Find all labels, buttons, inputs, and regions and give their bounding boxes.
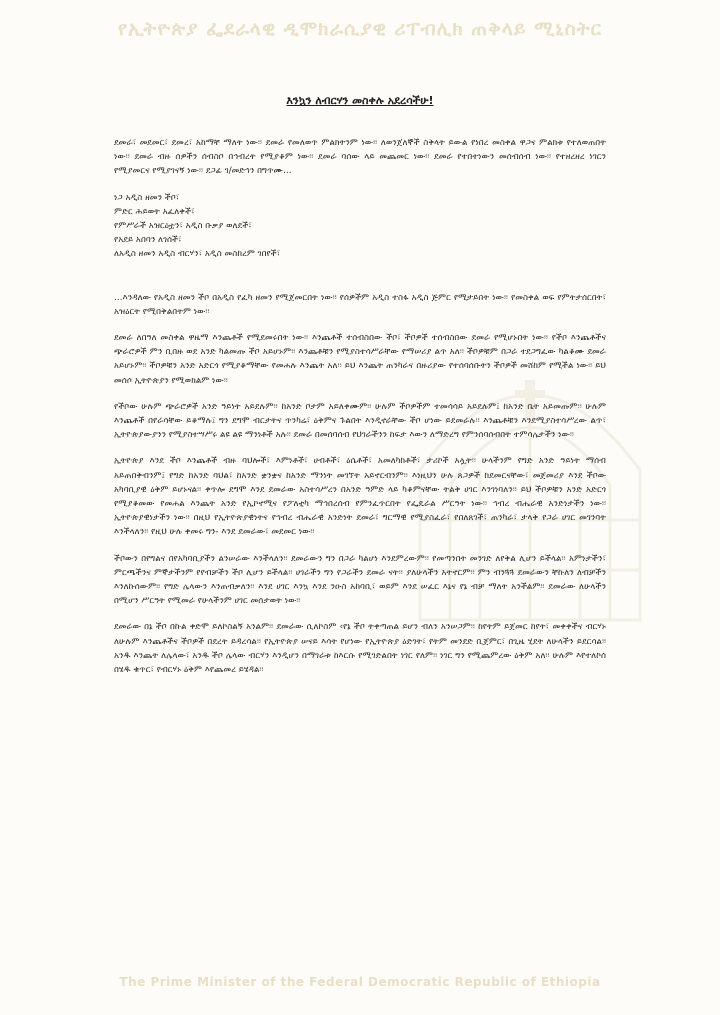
document-body (114, 82, 606, 689)
poem-line: ለአዲስ ዘመን አዲስ ብርሃን፣ አዲስ መስከረም ገበየች፣ (114, 248, 281, 259)
paragraph: …እንዳለው የአዲስ ዘመን ችቦ በአዲስ የፈካ ዘመን የሚጀመርበት ነው፡፡ የሰዎችም አዲስ ተስፋ አዲስ ጅምር የሚታይበት ነው፡፡ የመስቀል ወፍ የምትታሰርበት፣ አዝዕርት የሚበቅልበትም ነው፡፡ (114, 292, 606, 317)
poem-line: የምሥራች አዝርዕቷን፣ አዲስ ቡቃያ ወለደች፣ (114, 220, 252, 231)
paragraph-intro: ደመራ፣ መደመር፣ ደመረ፣ አከማቸ ማለት ነው፡፡ ደመራ የመለወጥ ምልክትንም ነው፡፡ ለወንጀለኞች ስቅላት ይውል የነበረ መስቀል ዋጋና ምልክቱ የተለወጠበት ነው፡፡ ደመራ ብዙ ሰዎችን ሰብስቦ በኅብረት የሚያቆም ነው፡፡ ደመራ ባሰው ላይ መጨመር ነው፡፡ ደመራ የተበተነውን መሰብሰብ ነው፡፡ የተዘረዘረ ነገርን የሚያመርና የሚያገናኝ ነው፡፡ ደጋፊ ገ/መድኅን በግጥሙ… (114, 138, 606, 177)
paragraph: ደመራ ለበዓለ መስቀል ዋዜማ እንጨቶች የሚደመሩበት ነው፡፡ እንጨቶች ተሰብስበው ችቦ፣ ችቦዎች ተሰብስበው ደመራ የሚሆኑበት ነው፡፡ የችቦ እንጨቶችና ጭራሮዎች ምን ቢበዙ ወደ አንድ ካልመጡ ችቦ አይሆኑም፡፡ እንጨቶቹን የሚያስተሳሥራቸው የማሠሪያ ልጥ አለ፡፡ ችቦዎቹም በጋራ ተደጋግፈው ካልቆሙ ደመራ አይሆኑም፡፡ ችቦዎቹን አንድ አድርጎ የሚያቆማቸው የመሐሉ እንጨት አለ፡፡ ይህ እንጨት ጠንካራና በዙሪያው የተሰባሰቡትን ችቦዎች መሸከም የሚችል ነው፡፡ ይህ መሰሶ ኢትዮጵያን የሚወክልም ነው፡፡ (114, 333, 606, 386)
paragraph: ችቦውን በየግልና በየአካባቢያችን ልንሠራው እንችላለን፡፡ ደመራውን ግን በጋራ ካልሆነ እንደምረውም፡፡ የመጣንበት መንገድ ለየቅል ሊሆን ይችላል፡፡ አምነታችን፣ ምርጫችንና ምኞታችንም የየብቻችን ችቦ ሊሆን ይችላል፡፡ ሀገራችን ግን የጋራችን ደመራ ናት፡፡ ያለሁላችን አትኖርም፡፡ ምን ብንጓጓ ደመራውን ቸኩለን ለብቻችን እንለኩሰውም፡፡ የግድ ሌላውን እንጠብቃለን፡፡ እንደ ሀገር እንኳ እንደ ንዑስ አከባቢ፣ ወይም እንደ ሠፈር እኔና የኔ ብቻ ማለት አንችልም፡፡ ደመራው ለሁላችን በሚሆን ሥርዓት የሚመራ የሁላችንም ሀገር መሰታወት ነው፡፡ (114, 553, 606, 607)
letterhead-top-title: የኢትዮጵያ ፌደራላዊ ዲሞክራሲያዊ ሪፐብሊክ ጠቅላይ ሚኒስትር (117, 18, 603, 40)
paragraph: ኢትዮጵያ እንደ ችቦ እንጨቶች ብዙ ባህሎች፣ እምነቶች፣ ሀብቶች፣ ዕሴቶች፣ አመለካከቶች፣ ታሪኮች አሏት፡፡ ሁላችንም የግድ አንድ ዓይነት ማሰብ አይጠበቅብንም፤ የግድ ከአንድ ባህል፣ ከአንድ ቋንቋና ከአንድ ማንነት መገኘት አይኖርብንም፡፡ እነዚህን ሁሉ ጸጋዎች ከደመርናቸው፣ መጀመሪያ እንደ ችቦው አካባቢያዊ ዕቅም ይሆኑናል፡፡ ቀጥሎ ደግሞ እንደ ደመራው አስተሳሥረን በአንድ ዓምድ ላይ ካቆምናቸው ትልቅ ሀገር እንገነባለን፡፡ ይህ ችቦዎቹን አንድ አድርጎ የሚያቆመው የመሐል እንጨት አንድ የኢኮኖሚና የፖለቲካ ማኅበረሰብ የምንፈጥርበት የፌዴራል ሥርዓት ነው፡፡ ኅብረ ብሔራዊ አንድነታችን ነው፡፡ ኢትዮጵያዊነታችን ነው፡፡ በዚህ የኢትዮጵያዊነትና የኅብረ ብሔራዊ አንድነት ደመራ፣ ግርማዊ የሚያስፈራ፣ የበለጸገች፣ ጠንካራ፣ ታላቅ የጋራ ሀገር መገንባት እንችላለን፡፡ የዚህ ሁሉ ቀመሩ ግን- እንደ ደመራው፣ መደመር ነው፡፡ (114, 456, 606, 538)
poem-line: የአደይ አበባን ለገሰች፣ (114, 234, 182, 245)
poem-line: ምድር ሕይወት አፈለቀች፣ (114, 206, 195, 217)
letterhead-bottom-title: The Prime Minister of the Federal Democratic Republic of Ethiopia (119, 975, 601, 989)
poem-block (114, 191, 606, 261)
paragraph: የችቦው ሁሉም ጭራሮዎች አንድ ዓይነት አይደሉም፡፡ ከአንድ ቦታም አይለቀሙም፡፡ ሁሉም ችቦዎችም ተመሳሳይ አይደሉም፤ ከአንድ ቤት አይመጡም፡፡ ሁሉም እንጨቶች በየራሳቸው ይቆማሉ፤ ግን ደግሞ ብርታትና ጥንካሬ፣ ዕቅምና ጉልበት እንዲኖራቸው ችቦ ሆነው ይደመራሉ፡፡ እንጨቶቹን እንደሚያስተሳሥረው ልጥ፣ ኢትዮጵያውያንን የሚያስተሣሥሩ ልዩ ልዩ ማንነቶች አሉ፡፡ ደመራ በመሰባሰብ የህገራችንን ከፍታ እውን ለማድረግ የምንሰባሰብበት ተምሳሌታችን ነው፡፡ (114, 401, 606, 441)
poem-line: ነጋ አዲስ ዘመን ችቦ፣ (114, 192, 180, 203)
document-title: እንኳን ለብርሃን መስቀሉ አደረሳችሁ! (286, 94, 434, 107)
paragraph: ደመራው በኔ ችቦ በኩል ቀድሞ ይለኮስልኝ አንልም፡፡ ደመራው ሲለኮስም ‹የኔ ችቦ ትቀጣጠል ይሆን ብለን አንሠጋም፡፡ ከየትም ይጀመር ከየት፣ መቀቀችና ብርሃኑ ለሁሉም እንጨቶችና ችቦዎች በደረት ይዳረሳል፡፡ የኢትዮጵያ ሠናይ እሳት የሆነው የኢትዮጵያ ዕድገት፣ የትም መንደድ ቢጀምር፣ በጊዜ ሂደት ለሁላችን ይደርሳል፡፡ አንዱ እንጨት ለሌላው፣ አንዱ ችቦ ሌላው ብርሃን እንዲሆን በማገራቱ ከእርሱ የሚገድልበት ነገር የለም፡፡ ነገር ግን የሚጨምረው ዕቅም አለ፡፡ ሁሉም እየተለኮሰ በሄዱ ቁጥር፣ የብርሃኑ ዕቅም እየጨመረ ይሄዳል፡፡ (114, 622, 606, 676)
